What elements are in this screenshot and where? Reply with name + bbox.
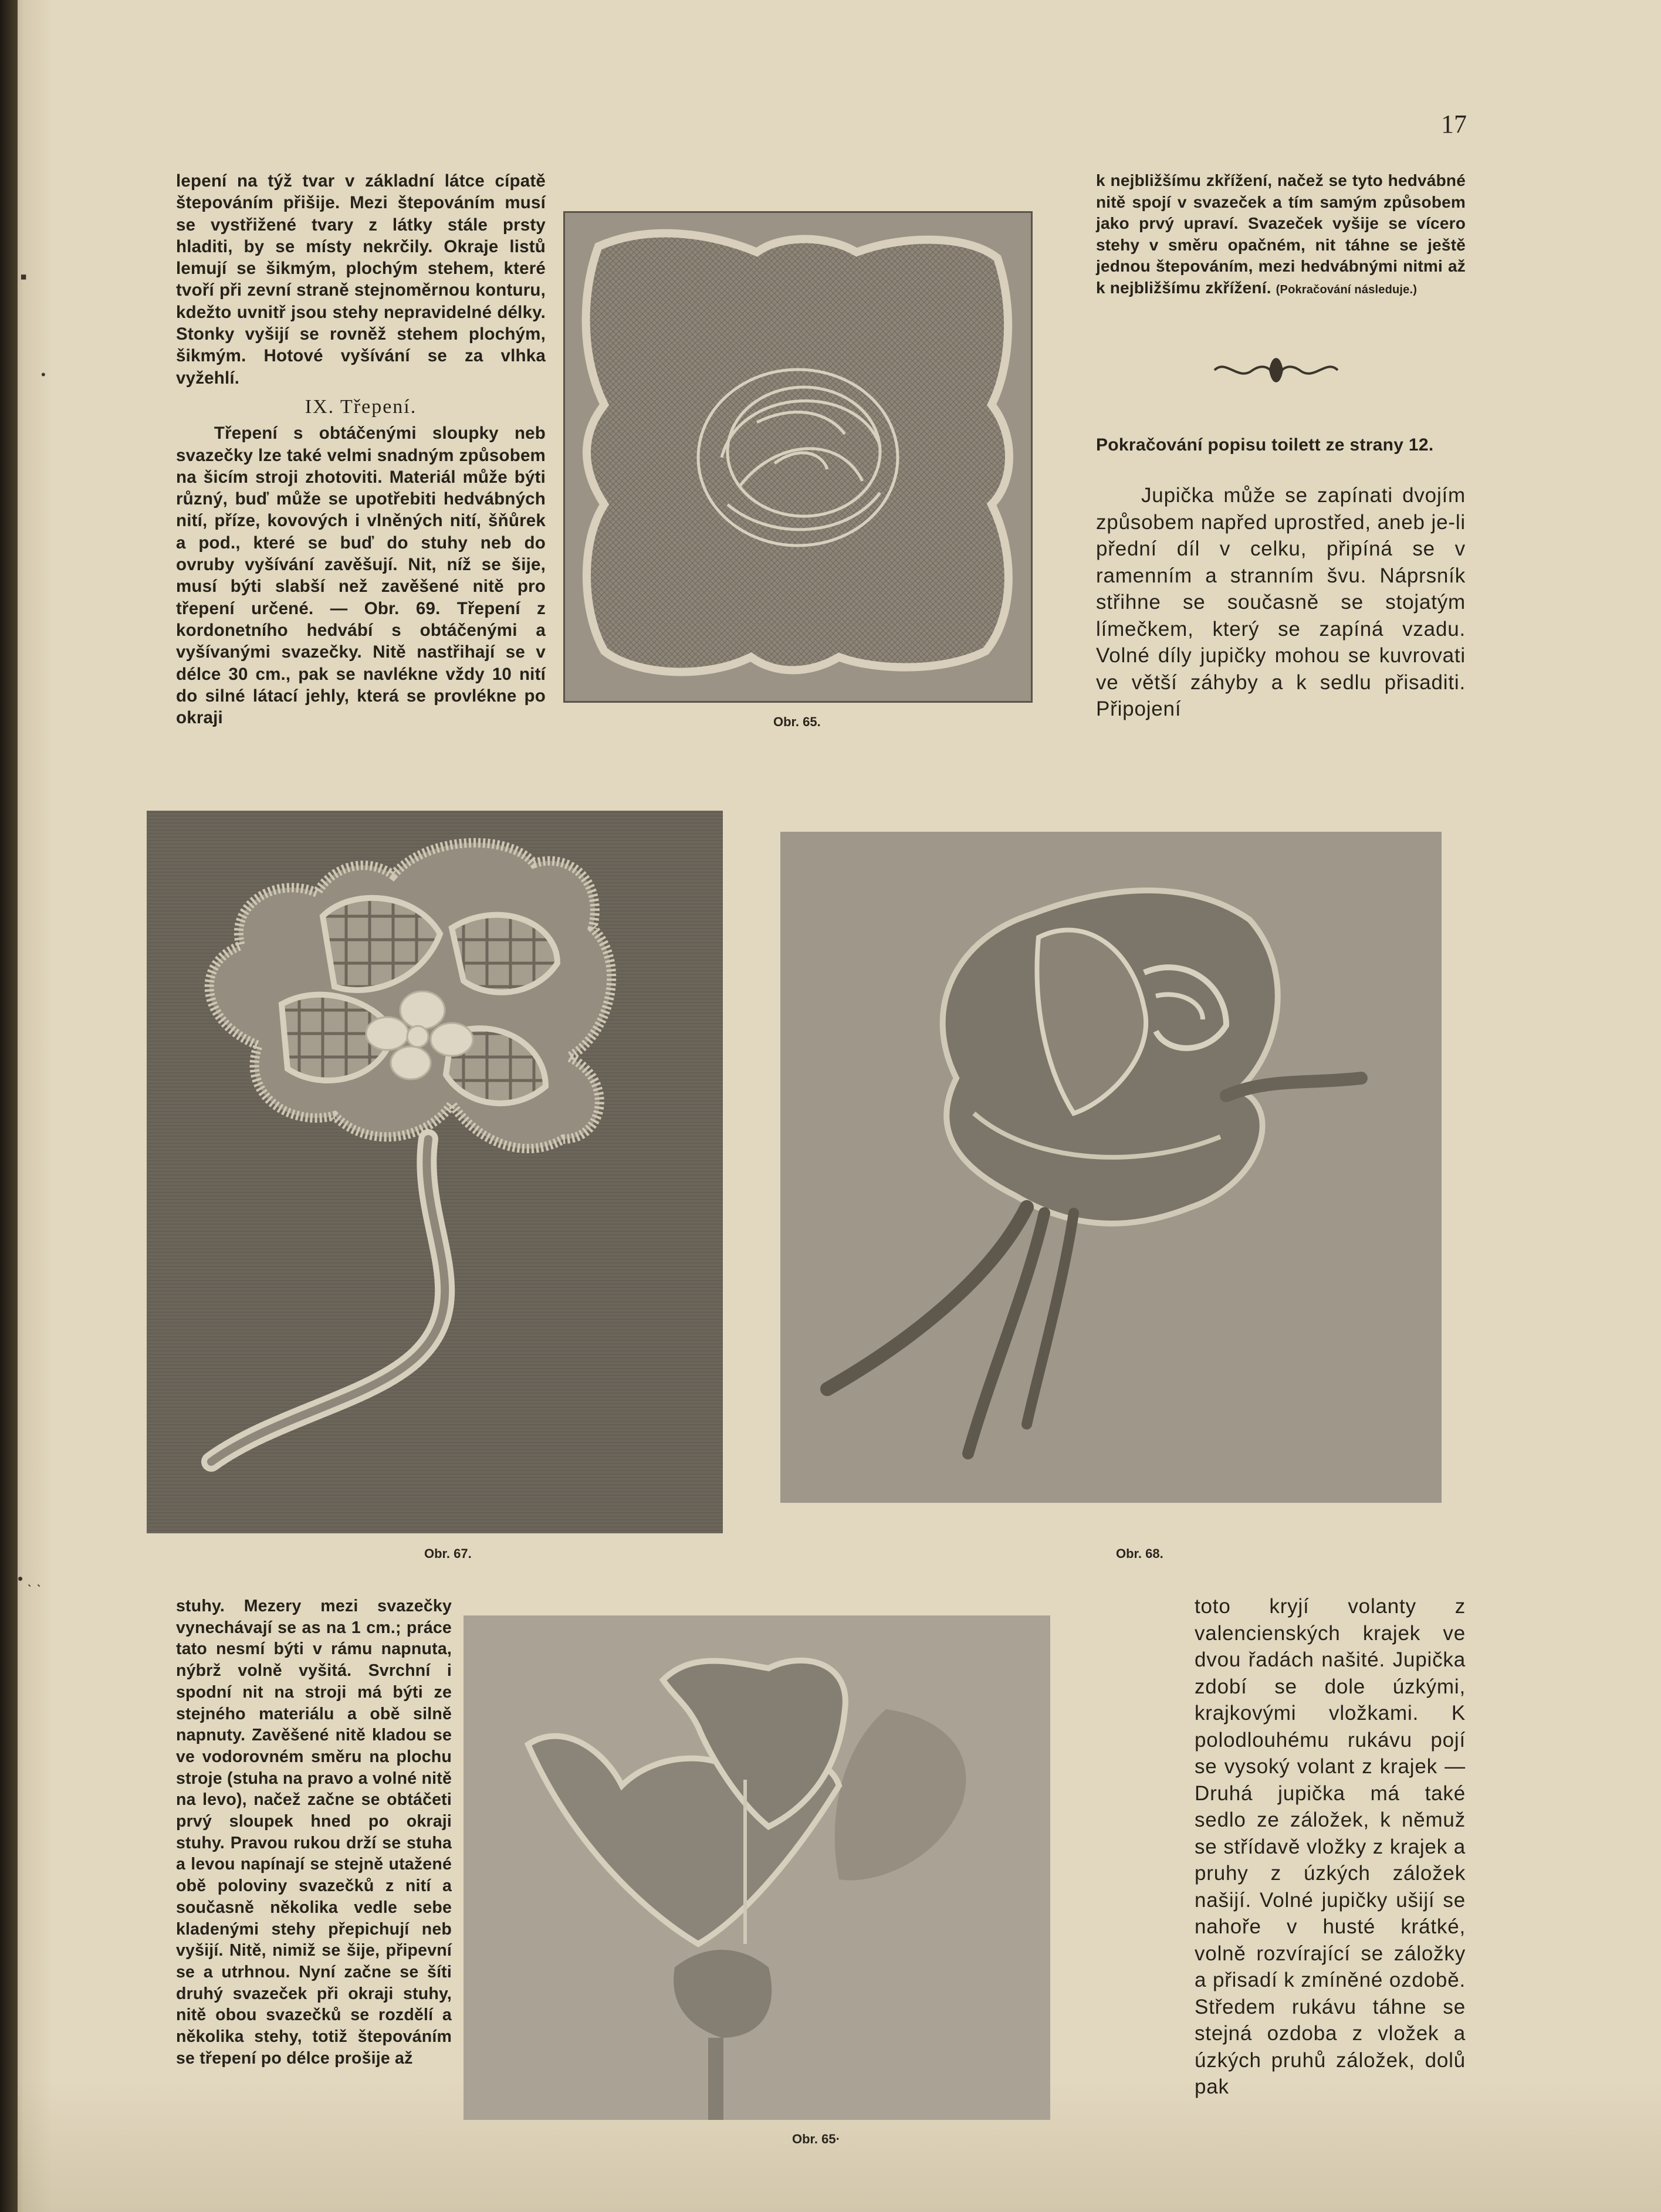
decorative-ornament [1209,350,1344,391]
book-gutter-shadow [0,0,18,2212]
paragraph: lepení na týž tvar v základní látce cípatě štepováním přišije. Mezi štepováním musí se vystřižené tvary z látky stále prsty hladiti, by se místy nekrčily. Okraje listů lemují se šikmým, plochým stehem, které tvoří při zevní straně stejnoměrnou konturu, kdežto uvnitř jsou stehy nepravidelné délky. Stonky vyšijí se rovněž stehem plochým, šikmým. Hotové vyšívání se za vlhka vyžehlí. [176,171,546,388]
column-left-bottom [176,1596,452,2069]
paragraph: stuhy. Mezery mezi svazečky vynechávají se as na 1 cm.; práce tato nesmí býti v rámu napnuta, nýbrž volně vyšitá. Svrchní i spodní nit na stroji má býti ze stejného materiálu a obě silně napnuty. Zavěšené nitě kladou se ve vodorovném směru na plochu stroje (stuha na pravo a volné nitě na levo), načež začne se obtáčeti prvý sloupek hned po okraji stuhy. Pravou rukou drží se stuha a levou napínají se stejně utažené obě poloviny svazečků z nití a současně několika vedle sebe kladenými stehy přepichují neb vyšijí. Nitě, nimiž se šije, připevní se a utrhnou. Nyní začne se šíti druhý svazeček při okraji stuhy, nitě obou svazečků se rozdělí a několika stehy, totiž štepováním se třepení po délce prošije až [176,1597,452,2068]
figure-caption: Obr. 65· [792,2132,840,2146]
figure-embroidered-rosebud [780,832,1442,1503]
column-left-top [176,170,546,729]
figure-embroidered-lily [464,1615,1050,2120]
section-subheading: Pokračování popisu toilett ze strany 12. [1096,435,1434,455]
figure-caption: Obr. 67. [424,1546,472,1561]
paragraph-text: k nejbližšímu zkřížení, načež se tyto hedvábné nitě spojí v svazeček a tím samým způsobem jako prvý upraví. Svazeček vyšije se vícero stehy v směru opačném, nit táhne se ještě jednou štepováním, mezi hedvábnými nitmi až k nejbližšímu zkřížení. [1096,171,1466,297]
figure-embroidered-flower [147,811,723,1533]
column-right-middle [1096,482,1466,723]
section-heading: IX. Třepení. [305,395,417,418]
figure-embroidered-rose-square [563,211,1033,703]
paragraph: Jupička může se zapínati dvojím způsobem napřed uprostřed, aneb je-li přední díl v celku, připíná se v ramenním a stranním švu. Náprsník střihne se současně se stojatým límečkem, který se zapíná vzadu. Volné díly jupičky mohou se kuvrovati ve větší záhyby a k sedlu přisaditi. Připojení [1096,484,1466,720]
paragraph [1096,170,1466,300]
column-right-bottom [1195,1593,1466,2101]
paragraph: toto kryjí volanty z valencienských krajek ve dvou řadách našité. Jupička zdobí se dole úzkými, krajkovými vložkami. K polodlouhému rukávu pojí se vysoký volant z krajek — Druhá jupička má také sedlo ze záložek, k němuž se střídavě vložky z krajek a pruhy z úzkých záložek našijí. Volné jupičky ušijí se nahoře v husté krátké, volně rozvírající se záložky a přisadí k zmíněné ozdobě. Středem rukávu táhne se stejná ozdoba z vložek a úzkých pruhů záložek, dolů pak [1195,1595,1466,2098]
margin-mark: ▪ [20,266,28,288]
paragraph: Třepení s obtáčenými sloupky neb svazečky lze také velmi snadným způsobem na šicím stroji zhotoviti. Materiál může býti různý, buď může se upotřebiti hedvábných nití, příze, kovových i vlněných nití, šňůrek a pod., které se buď do stuhy neb do ovruby vyšívání zavěšují. Nit, níž se šije, musí býti slabší než zavěšené nitě pro třepení určené. — Obr. 69. Třepení z kordonetního hedvábí s obtáčenými a vyšívanými svazečky. Nitě nastřihají se v délce 30 cm., pak se navlékne vždy 10 nití do silné látací jehly, která se provlékne po okraji [176,424,546,728]
margin-mark: • [41,367,46,382]
column-right-top [1096,170,1466,300]
figure-caption: Obr. 68. [1116,1546,1163,1561]
continuation-note: (Pokračování následuje.) [1276,283,1418,296]
figure-caption: Obr. 65. [773,714,821,729]
page-number: 17 [1441,110,1467,138]
margin-mark: • ˎ ˎ [18,1570,42,1587]
